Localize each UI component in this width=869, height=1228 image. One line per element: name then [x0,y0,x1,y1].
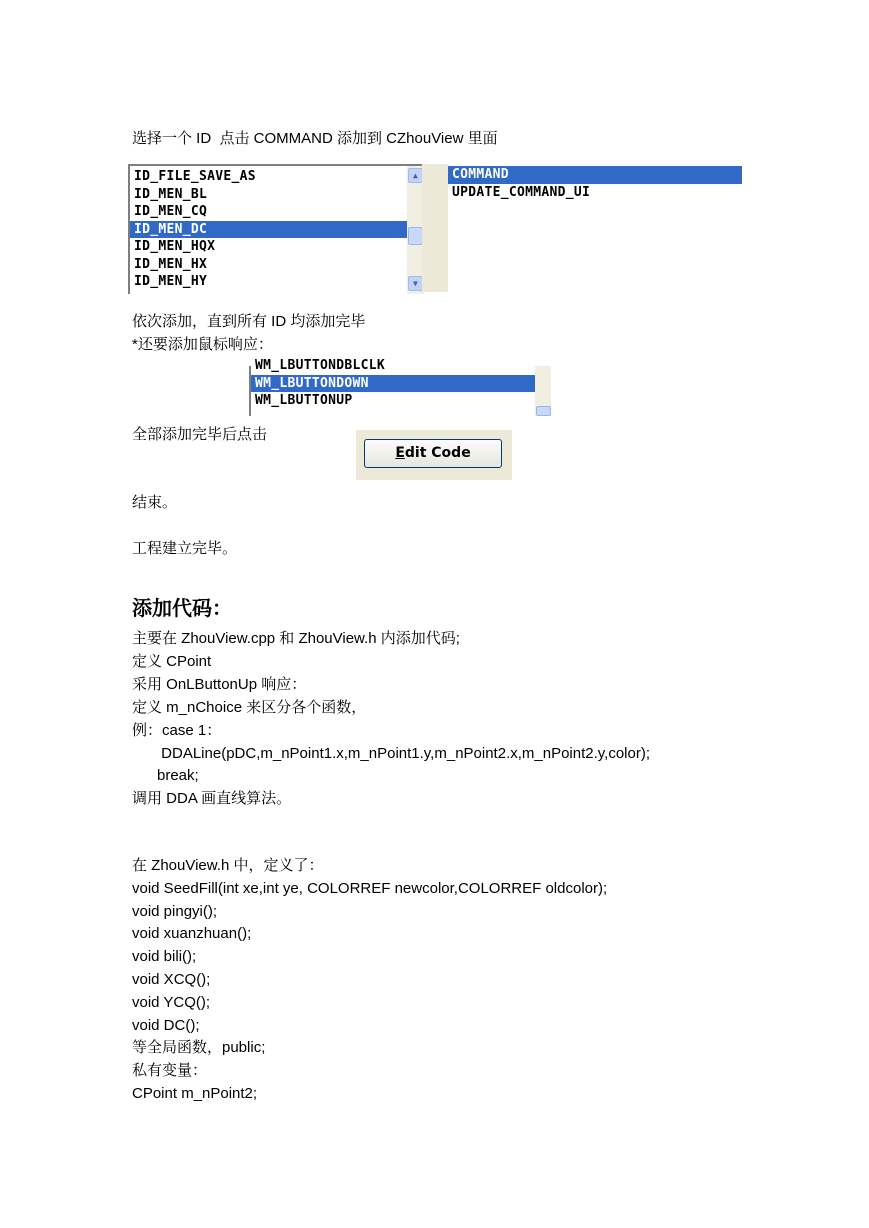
id-list-items [130,166,424,291]
wm-listbox[interactable] [249,358,551,416]
add-all-text: 依次添加，直到所有 ID 均添加完毕 [132,313,366,330]
text-line: 调用 DDA 画直线算法。 [132,790,292,808]
list-item[interactable]: ID_MEN_HQX [134,239,216,254]
text-line: 主要在 ZhouView.cpp 和 ZhouView.h 内添加代码; [132,630,460,647]
message-list-items [448,166,742,201]
mouse-text: *还要添加鼠标响应： [132,336,273,353]
text-line: 在 ZhouView.h 中，定义了： [132,857,324,874]
text-line: 等全局函数，public; [132,1039,266,1057]
wm-list-items [251,357,551,410]
done-text: 工程建立完毕。 [132,540,238,557]
intro-text: 选择一个 ID 点击 COMMAND 添加到 CZhouView 里面 [132,130,498,147]
text-line: 定义 CPoint [132,652,212,670]
text-line: 定义 m_nChoice 来区分各个函数， [132,698,367,716]
text-line: void XCQ(); [132,971,211,988]
id-listbox[interactable] [128,164,424,294]
end-text: 结束。 [132,494,178,511]
edit-code-area [356,430,512,480]
list-item[interactable]: WM_LBUTTONDOWN [251,375,551,393]
text-line: 采用 OnLButtonUp 响应： [132,675,307,693]
text-line: void pingyi(); [132,902,218,920]
section-heading: 添加代码： [132,596,232,620]
list-item[interactable]: ID_FILE_SAVE_AS [134,169,256,184]
list-item[interactable]: COMMAND [448,166,742,184]
scroll-thumb[interactable] [536,406,551,416]
list-item[interactable]: ID_MEN_DC [130,221,424,239]
list-item[interactable]: UPDATE_COMMAND_UI [452,184,591,200]
edit-code-label: dit Code [404,445,471,461]
text-line: 私有变量： [132,1062,208,1080]
text-line: 例：case 1： [132,721,222,739]
list-item[interactable]: ID_MEN_HX [134,256,208,272]
text-line: void DC(); [132,1016,200,1034]
after-text: 全部添加完毕后点击 [132,426,268,443]
list-item[interactable]: ID_MEN_HY [134,274,208,289]
list-item[interactable]: ID_MEN_CQ [134,204,208,219]
scroll-down-icon[interactable]: ▼ [408,276,423,291]
scroll-up-icon[interactable]: ▲ [408,168,423,183]
list-item[interactable]: ID_MEN_BL [134,186,208,202]
message-listbox[interactable] [448,166,742,216]
text-line: CPoint m_nPoint2; [132,1085,258,1102]
text-line: DDALine(pDC,m_nPoint1.x,m_nPoint1.y,m_nPoint2.x,m_nPoint2.y,color); [132,744,651,762]
edit-code-mnemonic: E [395,445,405,461]
list-separator [422,164,448,292]
list-item[interactable]: WM_LBUTTONUP [255,393,353,408]
text-line: void YCQ(); [132,993,211,1011]
wm-scrollbar[interactable] [535,366,551,416]
text-line: void bili(); [132,948,197,966]
edit-code-button[interactable] [364,439,502,468]
text-line: break; [132,767,199,785]
scroll-thumb[interactable] [408,227,423,245]
list-item[interactable]: WM_LBUTTONDBLCLK [255,358,386,373]
text-line: void SeedFill(int xe,int ye, COLORREF newcolor,COLORREF oldcolor); [132,879,608,897]
text-line: void xuanzhuan(); [132,925,252,943]
